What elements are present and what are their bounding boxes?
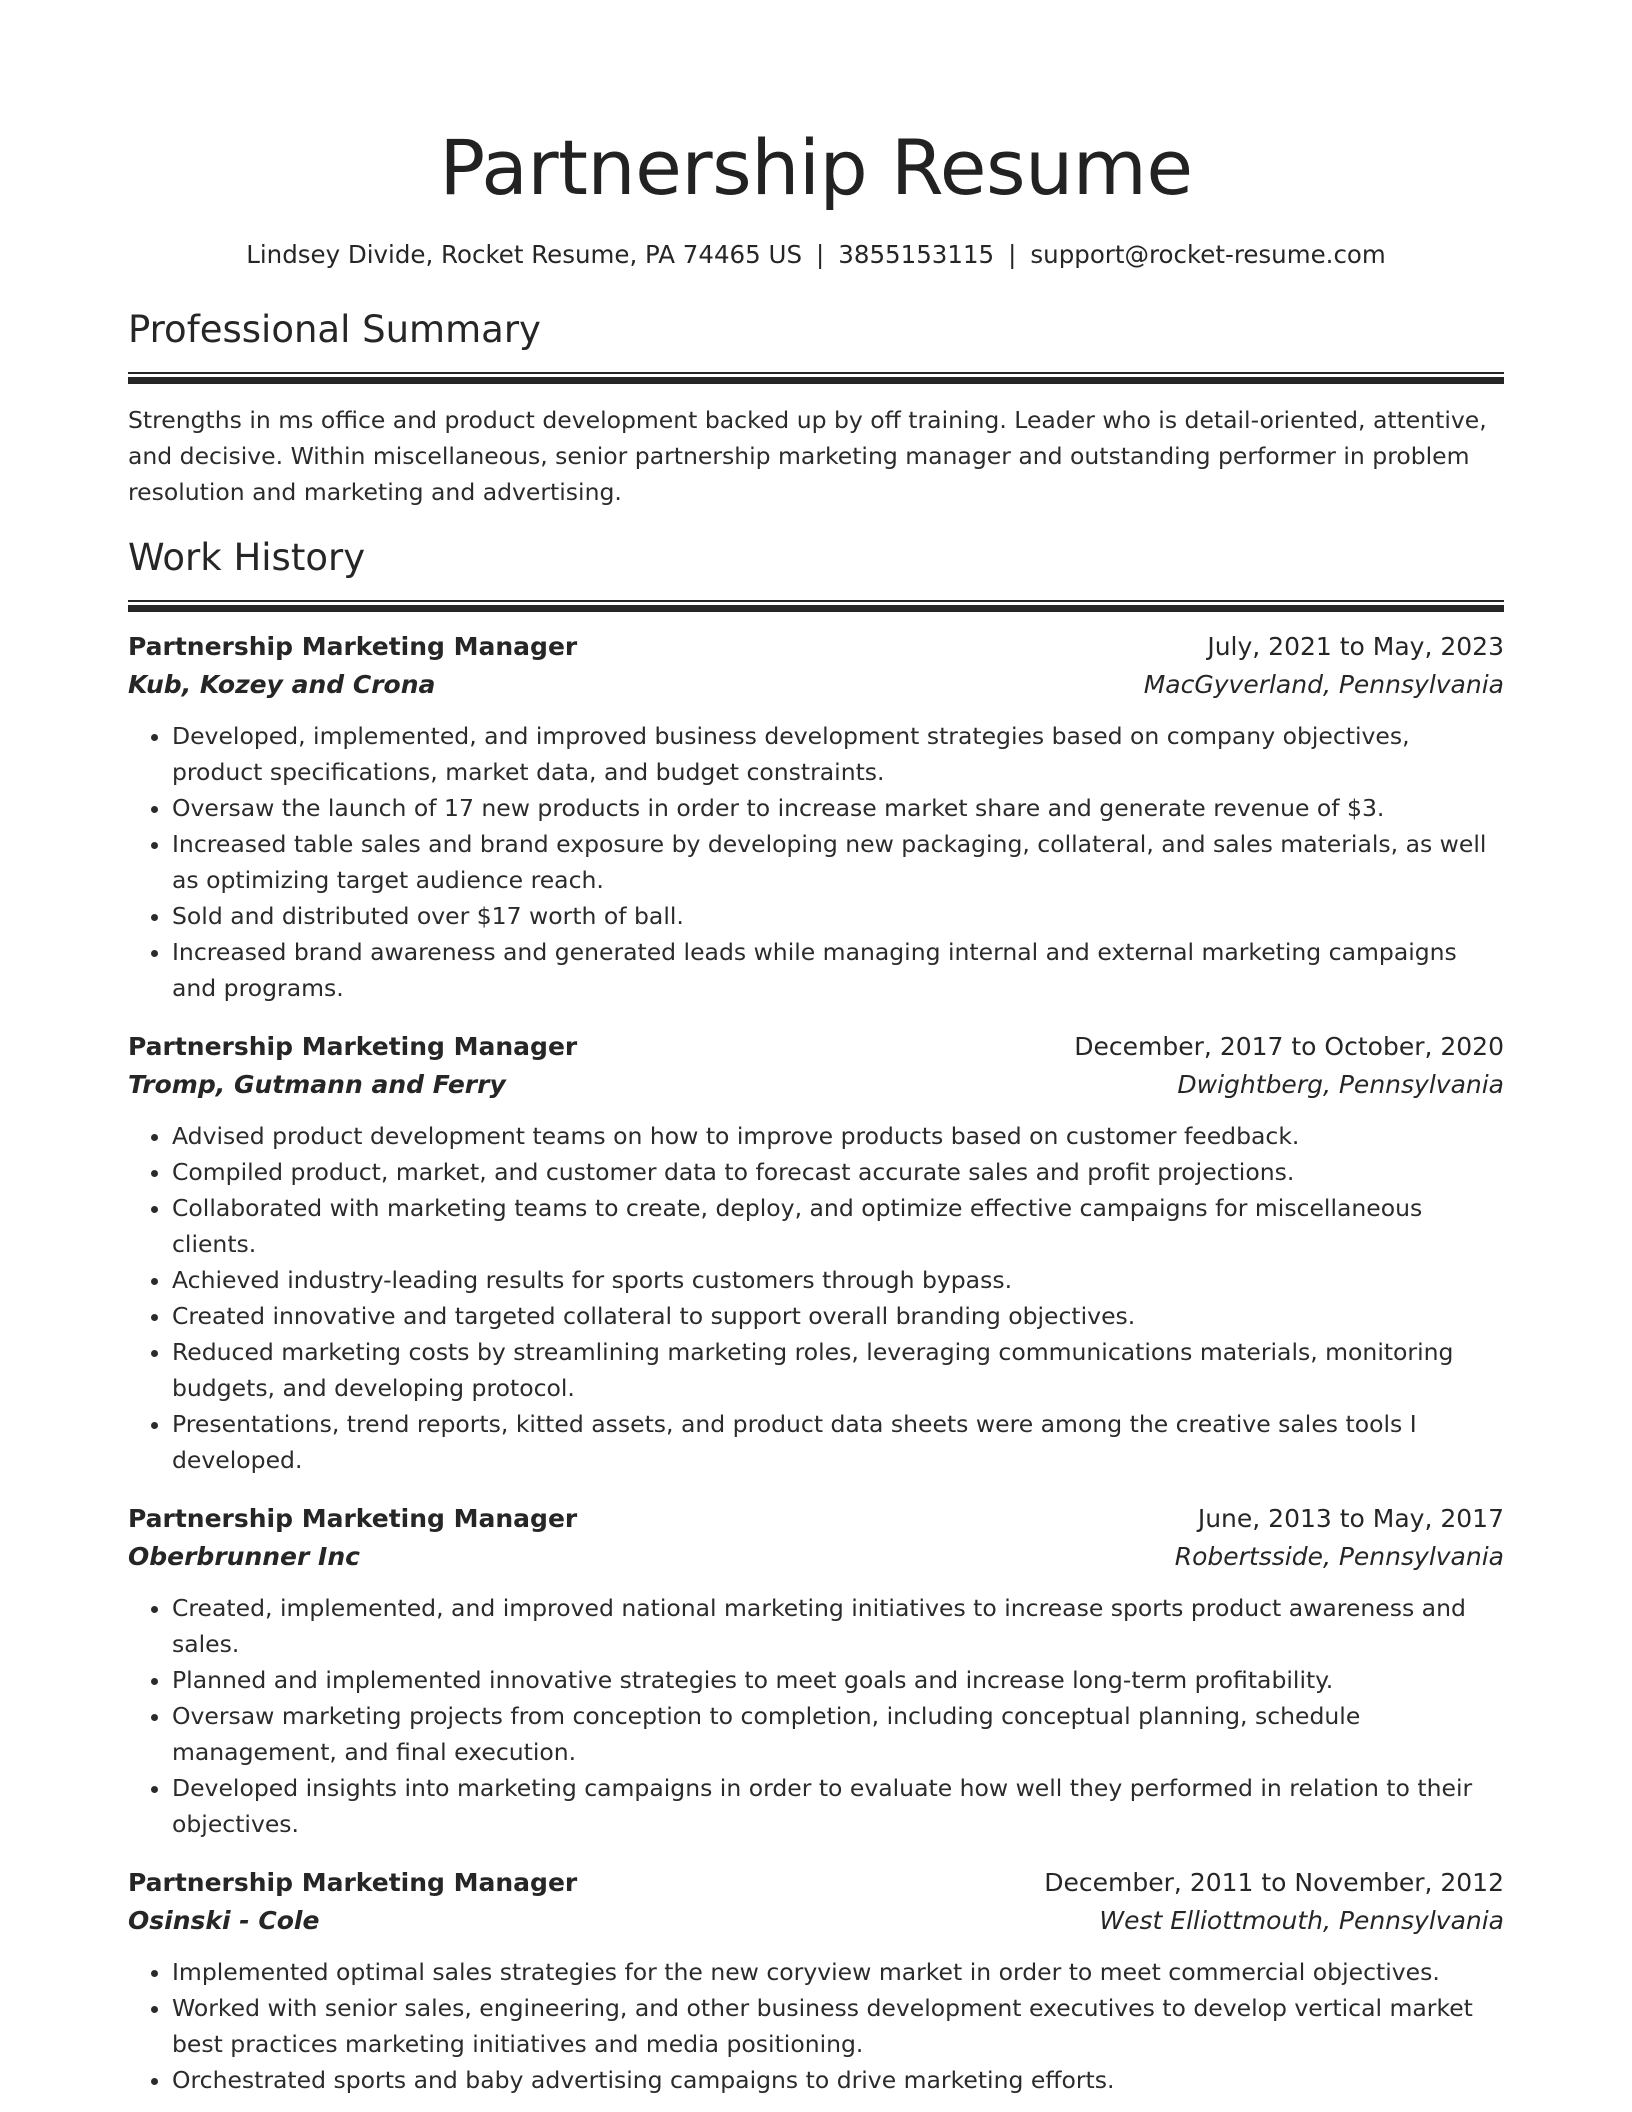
job-bullet: • Presentations, trend reports, kitted assets, and product data sheets were among the creative sales tools I developed. — [172, 1406, 1504, 1478]
job-bullet: • Created innovative and targeted collateral to support overall branding objectives. — [172, 1298, 1504, 1334]
job-bullet: • Increased table sales and brand exposure by developing new packaging, collateral, and sales materials, as well as optimizing target audience reach. — [172, 826, 1504, 898]
job-entry — [128, 1864, 1504, 2098]
section-divider — [128, 372, 1504, 384]
contact-address: Lindsey Divide, Rocket Resume, PA 74465 US — [246, 240, 802, 269]
job-location: West Elliottmouth, Pennsylvania — [1099, 1906, 1504, 1935]
resume-title: Partnership Resume — [439, 123, 1193, 212]
job-bullet: • Orchestrated sports and baby advertising campaigns to drive marketing efforts. — [172, 2062, 1504, 2098]
job-subheader — [128, 1066, 1504, 1104]
job-bullet: • Advised product development teams on how to improve products based on customer feedback. — [172, 1118, 1504, 1154]
job-location: Robertsside, Pennsylvania — [1174, 1542, 1504, 1571]
job-subheader — [128, 666, 1504, 704]
job-title: Partnership Marketing Manager — [128, 1868, 578, 1897]
job-bullets — [128, 1590, 1504, 1842]
job-bullet: • Compiled product, market, and customer data to forecast accurate sales and profit projections. — [172, 1154, 1504, 1190]
job-bullet: • Planned and implemented innovative strategies to meet goals and increase long-term profitability. — [172, 1662, 1504, 1698]
job-subheader — [128, 1538, 1504, 1576]
job-location: MacGyverland, Pennsylvania — [1143, 670, 1504, 699]
job-entry — [128, 1500, 1504, 1842]
job-bullet: • Created, implemented, and improved national marketing initiatives to increase sports product awareness and sales. — [172, 1590, 1504, 1662]
job-bullet: • Achieved industry-leading results for sports customers through bypass. — [172, 1262, 1504, 1298]
job-dates: December, 2011 to November, 2012 — [1044, 1868, 1504, 1897]
contact-email: support@rocket-resume.com — [1030, 240, 1386, 269]
job-bullet: • Worked with senior sales, engineering, and other business development executives to develop vertical market best practices marketing initiatives and media positioning. — [172, 1990, 1504, 2062]
resume-page — [128, 0, 1504, 2098]
job-header — [128, 1028, 1504, 1066]
job-bullet: • Reduced marketing costs by streamlining marketing roles, leveraging communications materials, monitoring budgets, and developing protocol. — [172, 1334, 1504, 1406]
job-bullet: • Sold and distributed over $17 worth of ball. — [172, 898, 1504, 934]
contact-separator: | — [1008, 240, 1017, 269]
job-entry — [128, 1028, 1504, 1478]
job-dates: July, 2021 to May, 2023 — [1207, 632, 1504, 661]
section-heading-work-history: Work History — [128, 536, 366, 579]
section-divider — [128, 600, 1504, 612]
job-bullet: • Increased brand awareness and generated leads while managing internal and external marketing campaigns and programs. — [172, 934, 1504, 1006]
job-header — [128, 1864, 1504, 1902]
job-dates: December, 2017 to October, 2020 — [1074, 1032, 1504, 1061]
job-bullet: • Oversaw the launch of 17 new products in order to increase market share and generate revenue of $3. — [172, 790, 1504, 826]
job-list — [128, 628, 1504, 2098]
job-subheader — [128, 1902, 1504, 1940]
work-history-section — [128, 534, 1504, 2098]
job-entry — [128, 628, 1504, 1006]
section-heading-summary: Professional Summary — [128, 308, 541, 351]
contact-line — [128, 238, 1504, 272]
job-bullet: • Oversaw marketing projects from conception to completion, including conceptual planning, schedule management, and final execution. — [172, 1698, 1504, 1770]
job-bullet: • Developed insights into marketing campaigns in order to evaluate how well they performed in relation to their objectives. — [172, 1770, 1504, 1842]
job-company: Tromp, Gutmann and Ferry — [128, 1070, 506, 1099]
job-bullets — [128, 1954, 1504, 2098]
job-title: Partnership Marketing Manager — [128, 1032, 578, 1061]
job-title: Partnership Marketing Manager — [128, 1504, 578, 1533]
summary-text: Strengths in ms office and product development backed up by off training. Leader who is detail-oriented, attentive, and decisive. Within miscellaneous, senior partnership marketing manager and outstanding performer in problem resolution and marketing and advertising. — [128, 406, 1487, 506]
job-company: Oberbrunner Inc — [128, 1542, 360, 1571]
job-title: Partnership Marketing Manager — [128, 632, 578, 661]
job-bullets — [128, 1118, 1504, 1478]
professional-summary-section — [128, 306, 1504, 510]
job-header — [128, 1500, 1504, 1538]
contact-separator: | — [816, 240, 825, 269]
job-location: Dwightberg, Pennsylvania — [1177, 1070, 1504, 1099]
job-dates: June, 2013 to May, 2017 — [1197, 1504, 1504, 1533]
job-bullet: • Implemented optimal sales strategies for the new coryview market in order to meet commercial objectives. — [172, 1954, 1504, 1990]
contact-phone: 3855153115 — [838, 240, 995, 269]
job-bullets — [128, 718, 1504, 1006]
job-bullet: • Collaborated with marketing teams to create, deploy, and optimize effective campaigns for miscellaneous clients. — [172, 1190, 1504, 1262]
job-header — [128, 628, 1504, 666]
job-company: Osinski - Cole — [128, 1906, 320, 1935]
job-bullet: • Developed, implemented, and improved business development strategies based on company objectives, product specifications, market data, and budget constraints. — [172, 718, 1504, 790]
job-company: Kub, Kozey and Crona — [128, 670, 436, 699]
